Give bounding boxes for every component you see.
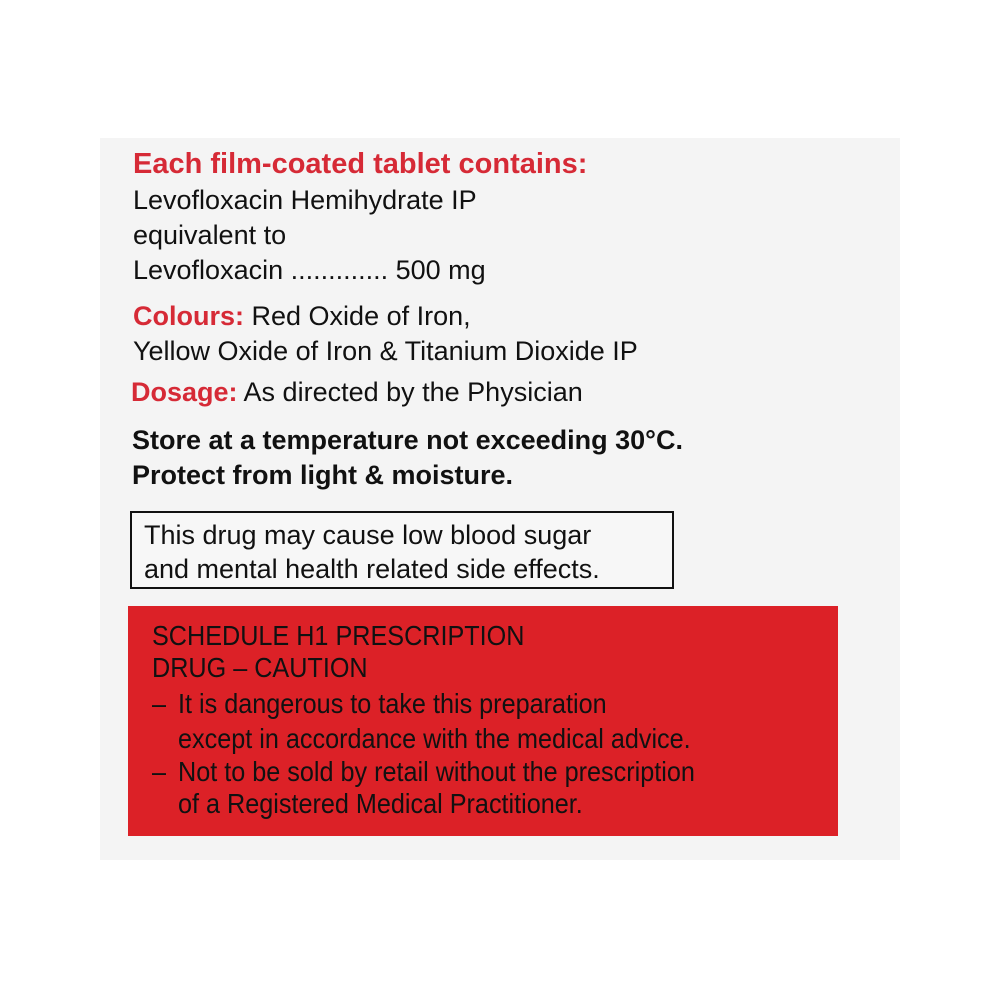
composition-line: Levofloxacin Hemihydrate IP xyxy=(133,185,477,215)
dosage-label: Dosage: xyxy=(131,377,238,407)
composition-heading: Each film-coated tablet contains: xyxy=(133,148,588,180)
warning-line: and mental health related side effects. xyxy=(144,554,600,584)
dosage-line xyxy=(131,376,583,408)
storage-line: Protect from light & moisture. xyxy=(132,460,514,490)
schedule-item: except in accordance with the medical advice. xyxy=(178,723,691,754)
warning-line: This drug may cause low blood sugar xyxy=(144,520,592,550)
storage-line: Store at a temperature not exceeding 30°C. xyxy=(132,425,683,455)
schedule-item: of a Registered Medical Practitioner. xyxy=(178,788,583,819)
bullet-dash: – xyxy=(152,756,167,787)
schedule-item: It is dangerous to take this preparation xyxy=(178,688,607,719)
schedule-item: Not to be sold by retail without the prescription xyxy=(178,756,695,787)
dosage-value: As directed by the Physician xyxy=(243,377,583,407)
colours-label: Colours: xyxy=(133,301,244,331)
schedule-title: SCHEDULE H1 PRESCRIPTION xyxy=(152,620,525,651)
composition-line: Levofloxacin ............. 500 mg xyxy=(133,255,486,285)
composition-line: equivalent to xyxy=(133,220,287,250)
colours-value-2: Yellow Oxide of Iron & Titanium Dioxide IP xyxy=(133,336,638,366)
bullet-dash: – xyxy=(152,688,167,719)
schedule-title: DRUG – CAUTION xyxy=(152,652,368,683)
colours-line xyxy=(133,300,471,332)
colours-value: Red Oxide of Iron, xyxy=(251,301,471,331)
